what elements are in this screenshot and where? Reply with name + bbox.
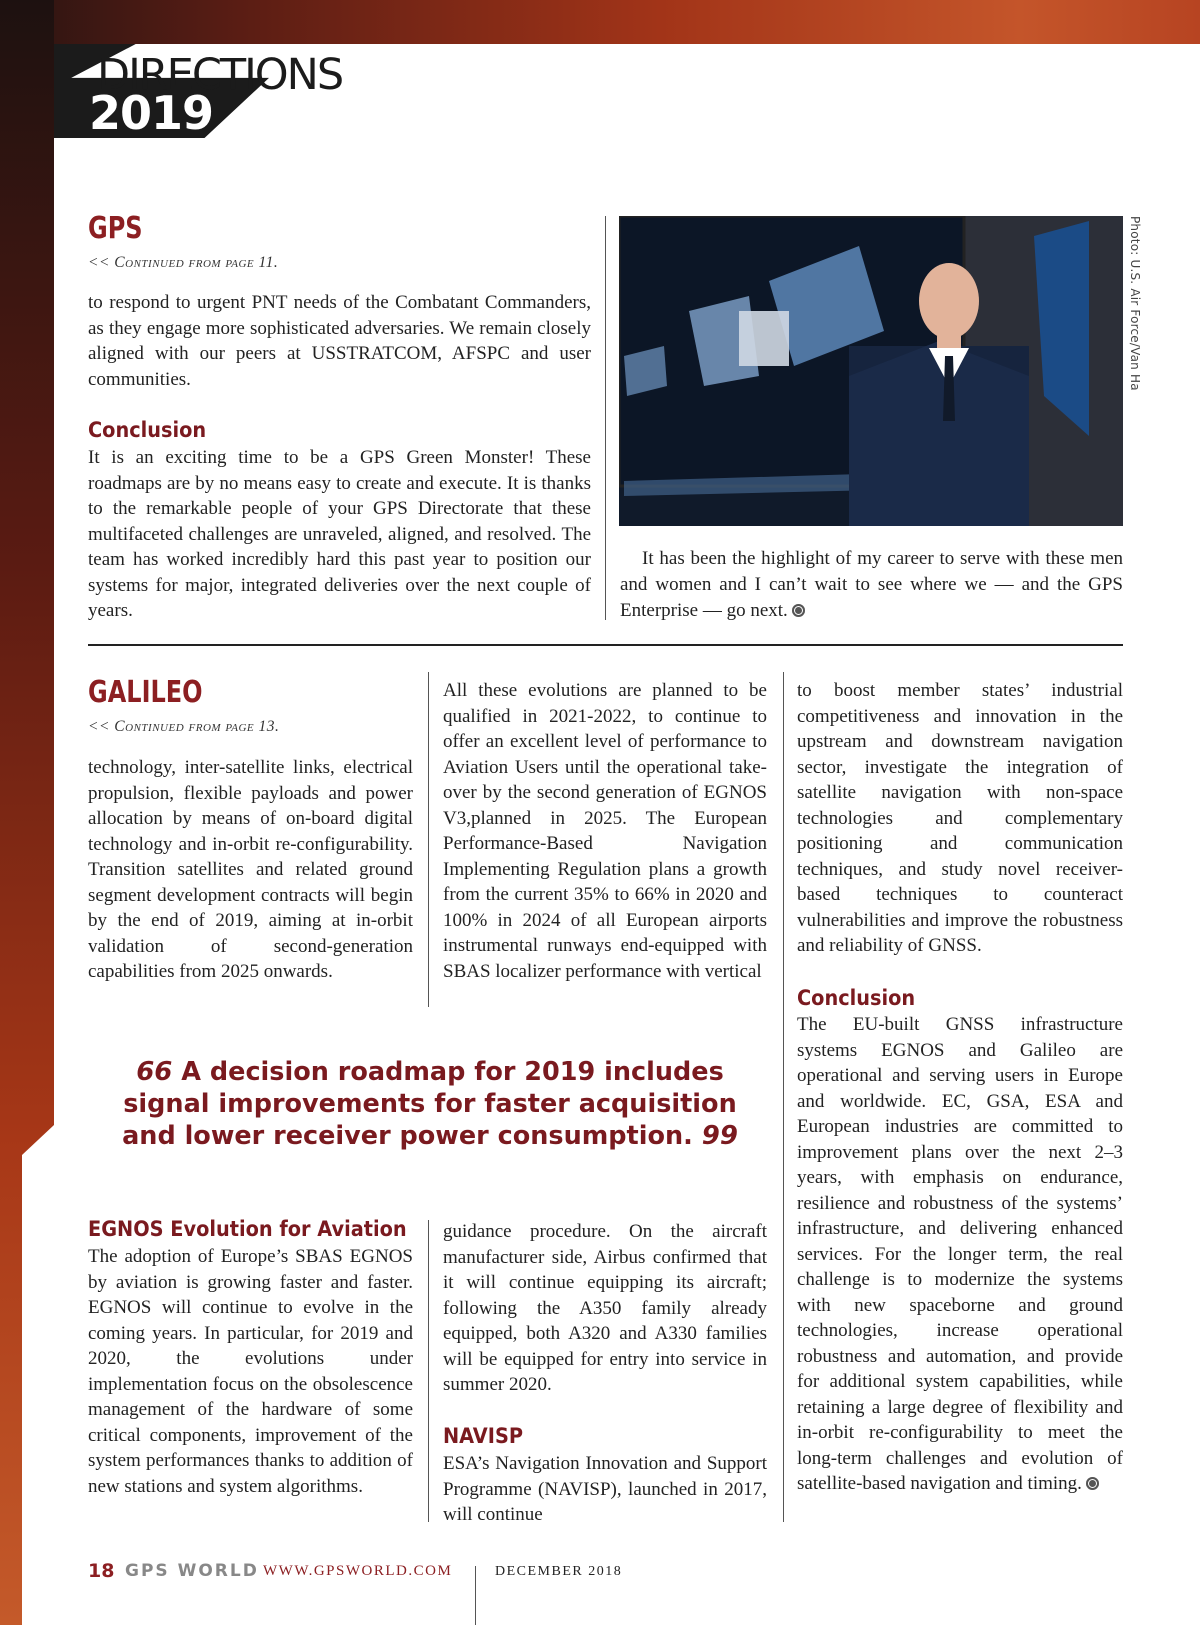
galileo-conclusion-text xyxy=(797,1012,1123,1497)
photo-credit: Photo: U.S. Air Force/Van Ha xyxy=(1128,216,1142,391)
column-divider xyxy=(428,672,429,1007)
egnos-text: The adoption of Europe’s SBAS EGNOS by aviation is growing faster and faster. EGNOS will continue to evolve in the coming years. In particular, for 2019 and 2020, the evolutions under implementation focus on the obsolescence management of the hardware of some critical components, improvement of the system performances thanks to addition of new stations and system algorithms. xyxy=(88,1246,413,1497)
conclusion-text: The EU-built GNSS infrastructure systems EGNOS and Galileo are operational and serving users in Europe and worldwide. EC, GSA, ESA and European industries are committed to improvement plans over the next 2–3 years, with emphasis on endurance, resilience and robustness of the systems’ infrastructure, and delivering enhanced services. For the longer term, the real challenge is to modernize the systems with new spaceborne and ground technologies, increase operational robustness and automation, and provide for additional system capabilities, while retaining a large degree of flexibility and in-orbit re-configurability to meet the long-term challenges and evolution of satellite-based navigation and timing. xyxy=(797,1014,1123,1494)
page-number: 18 xyxy=(88,1560,115,1582)
navisp-text: ESA’s Navigation Innovation and Support Programme (NAVISP), launched in 2017, will continue xyxy=(443,1453,767,1525)
globe-icon xyxy=(792,604,805,617)
gps-paragraph: to respond to urgent PNT needs of the Combatant Commanders, as they engage more sophisticated adversaries. We remain closely aligned with our peers at USSTRATCOM, AFSPC and user communities. xyxy=(88,292,591,390)
pull-quote xyxy=(110,1056,750,1152)
open-quote-icon: 66 xyxy=(136,1057,173,1087)
magazine-name: GPS WORLD xyxy=(125,1561,259,1581)
globe-icon xyxy=(1086,1477,1099,1490)
header-section: DIRECTIONS xyxy=(97,50,343,100)
column-divider xyxy=(783,672,784,1522)
pull-quote-text: A decision roadmap for 2019 includes signal improvements for faster acquisition and lower receiver power consumption. xyxy=(122,1057,737,1151)
header-year: 2019 xyxy=(89,86,214,140)
galileo-col1: technology, inter-satellite links, electrical propulsion, flexible payloads and power allocation by means of on-board digital technology and in-orbit re-configurability. Transition satellites and related ground segment development contracts will begin by the end of 2019, aiming at in-orbit validation of second-generation capabilities from 2025 onwards. xyxy=(88,757,413,982)
issue-date: DECEMBER 2018 xyxy=(495,1564,623,1579)
galileo-col2: All these evolutions are planned to be qualified in 2021-2022, to continue to offer an excellent level of performance to Aviation Users until the operational take-over by the second generation of EGNOS V3,planned in 2025. The European Performance-Based Navigation Implementing Regulation plans a growth from the current 35% to 66% in 2020 and 100% in 2024 of all European airports instrumental runways end-equipped with SBAS localizer performance with vertical xyxy=(443,680,767,982)
top-banner xyxy=(0,0,1200,44)
officer-photo xyxy=(619,216,1123,526)
column-divider xyxy=(428,1220,429,1522)
galileo-col3: to boost member states’ industrial competitiveness and innovation in the upstream and downstream navigation sector, investigate the integration of satellite navigation with non-space technologies and complementary positioning and communication techniques, and study novel receiver-based techniques to counteract vulnerabilities and improve the robustness and reliability of GNSS. xyxy=(797,680,1123,956)
gps-continued: << Continued from page 11. xyxy=(88,254,279,271)
footer-divider xyxy=(475,1566,476,1625)
photo-caption xyxy=(620,546,1123,624)
galileo-conclusion-title: Conclusion xyxy=(797,986,916,1010)
close-quote-icon: 99 xyxy=(701,1121,738,1151)
egnos-continued: guidance procedure. On the aircraft manufacturer side, Airbus confirmed that it will continue equipping its aircraft; following the A350 family already equipped, both A320 and A330 families will be equipped for entry into service in summer 2020. xyxy=(443,1221,767,1395)
gps-title: GPS xyxy=(88,211,143,246)
egnos-title: EGNOS Evolution for Aviation xyxy=(88,1217,407,1241)
left-notch xyxy=(22,1125,54,1625)
galileo-continued: << Continued from page 13. xyxy=(88,718,280,735)
galileo-title: GALILEO xyxy=(88,675,203,710)
navisp-title: NAVISP xyxy=(443,1424,524,1448)
website-link[interactable]: WWW.GPSWORLD.COM xyxy=(263,1563,453,1579)
column-divider xyxy=(605,216,606,620)
caption-text: It has been the highlight of my career to serve with these men and women and I can’t wait to see where we — and the GPS Enterprise — go next. xyxy=(620,548,1123,621)
section-divider xyxy=(88,644,1123,646)
gps-conclusion-text: It is an exciting time to be a GPS Green Monster! These roadmaps are by no means easy to create and execute. It is thanks to the remarkable people of your GPS Directorate that these multifaceted challenges are unraveled, aligned, and resolved. The team has worked incredibly hard this past year to position our systems for major, integrated deliveries over the next couple of years. xyxy=(88,447,591,621)
gps-conclusion-title: Conclusion xyxy=(88,418,207,442)
